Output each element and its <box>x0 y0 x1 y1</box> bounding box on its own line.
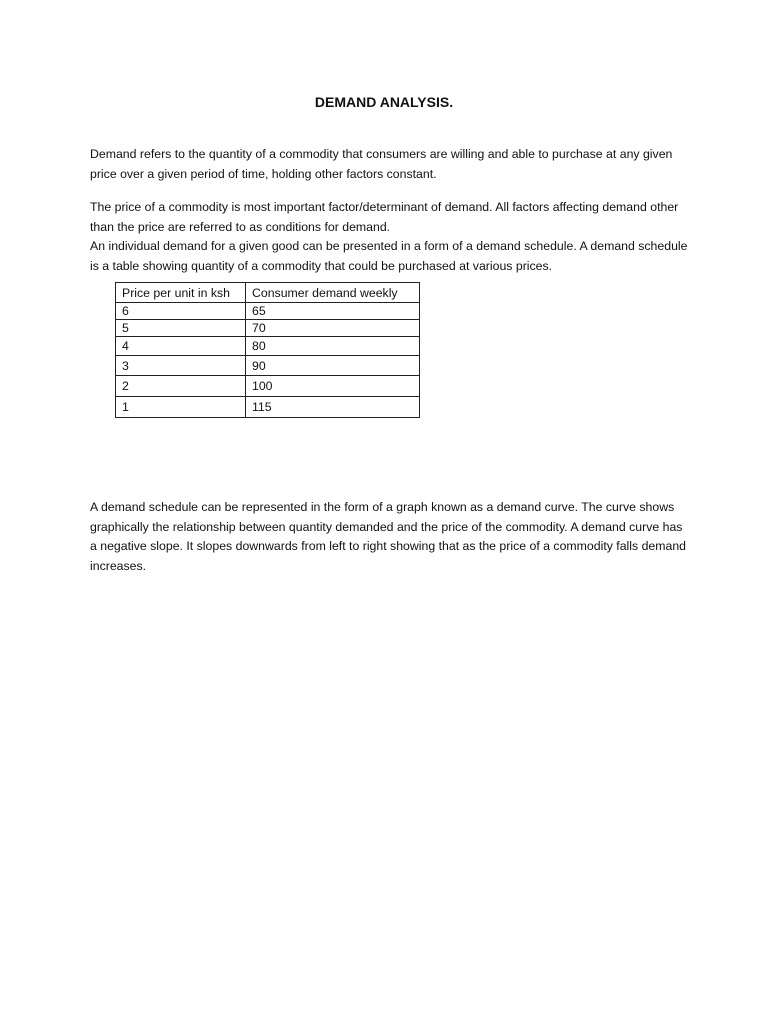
demand-schedule-table <box>115 282 420 418</box>
table-row <box>116 303 420 320</box>
table-cell-price: 6 <box>116 303 246 320</box>
page-title: DEMAND ANALYSIS. <box>314 94 454 110</box>
table-header-row <box>116 283 420 303</box>
table-row <box>116 320 420 337</box>
table-cell-price: 1 <box>116 397 246 418</box>
table-cell-demand: 80 <box>246 337 420 356</box>
table-cell-price: 2 <box>116 376 246 397</box>
table-cell-demand: 90 <box>246 356 420 376</box>
table-row <box>116 356 420 376</box>
table-cell-demand: 115 <box>246 397 420 418</box>
table-cell-demand: 100 <box>246 376 420 397</box>
table-cell-price: 4 <box>116 337 246 356</box>
table-row <box>116 376 420 397</box>
table-row <box>116 397 420 418</box>
table-cell-price: 5 <box>116 320 246 337</box>
paragraph-demand-schedule: An individual demand for a given good can be presented in a form of a demand schedule. A demand schedule is a table showing quantity of a commodity that could be purchased at various prices. <box>90 239 688 273</box>
paragraph-demand-definition: Demand refers to the quantity of a commodity that consumers are willing and able to purchase at any given price over a given period of time, holding other factors constant. <box>90 147 673 181</box>
table-cell-price: 3 <box>116 356 246 376</box>
paragraph-price-determinant: The price of a commodity is most important factor/determinant of demand. All factors affecting demand other than the price are referred to as conditions for demand. <box>90 200 679 234</box>
table-header-demand: Consumer demand weekly <box>246 283 420 303</box>
table-cell-demand: 70 <box>246 320 420 337</box>
table-row <box>116 337 420 356</box>
paragraph-demand-curve: A demand schedule can be represented in the form of a graph known as a demand curve. The curve shows graphically the relationship between quantity demanded and the price of the commodity. A demand curve has a negative slope. It slopes downwards from left to right showing that as the price of a commodity falls demand increases. <box>90 500 687 573</box>
table-cell-demand: 65 <box>246 303 420 320</box>
table-header-price: Price per unit in ksh <box>116 283 246 303</box>
